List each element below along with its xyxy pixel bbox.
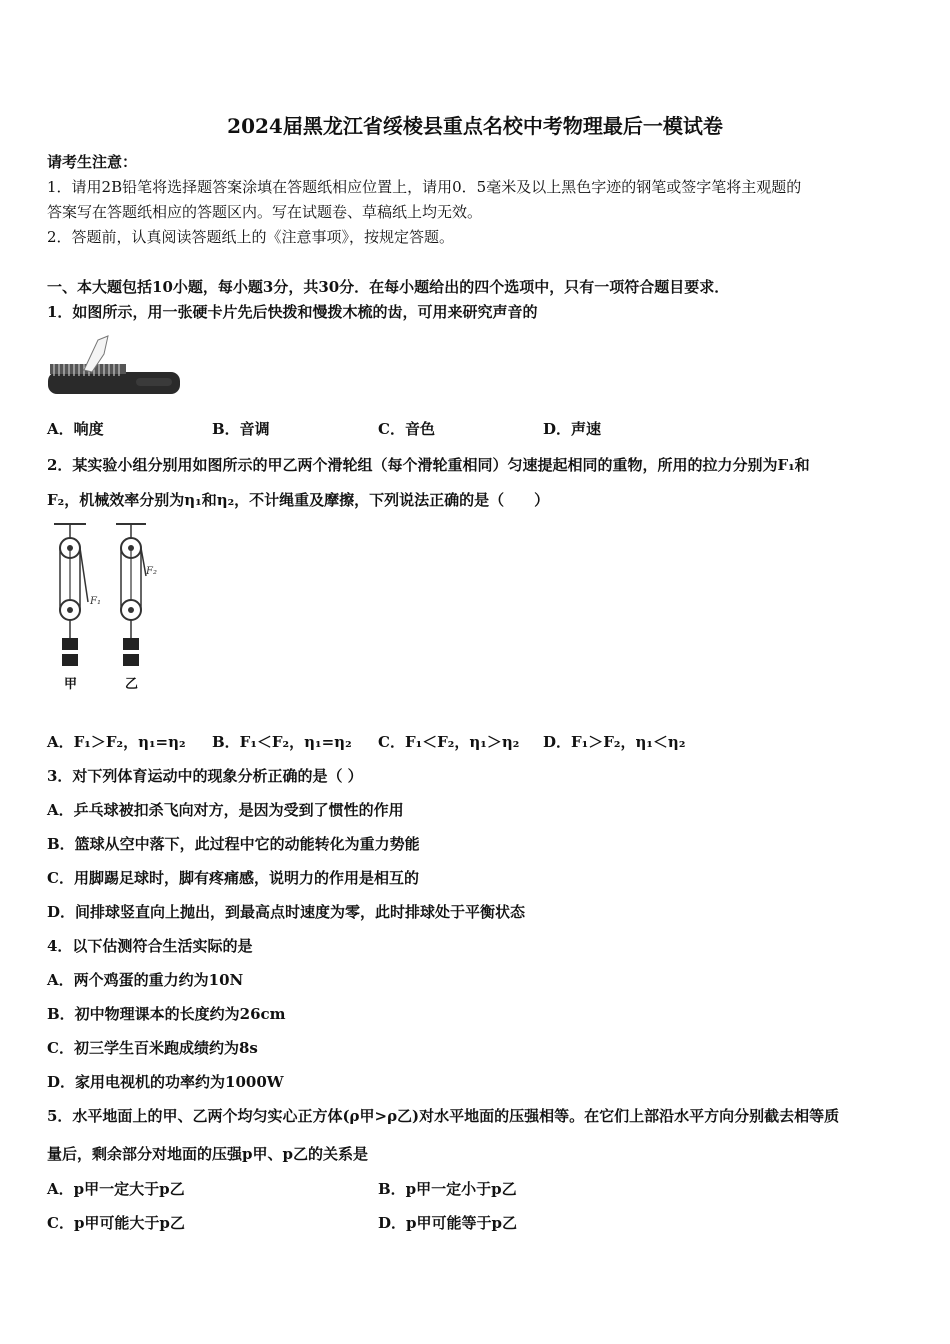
notice-line-1b: 答案写在答题纸相应的答题区内。写在试题卷、草稿纸上均无效。	[47, 203, 483, 221]
comb-figure	[46, 334, 182, 398]
q3-option-d[interactable]: D．间排球竖直向上抛出，到最高点时速度为零，此时排球处于平衡状态	[47, 903, 526, 921]
q2-option-a[interactable]: A．F₁＞F₂，η₁=η₂	[47, 733, 186, 751]
q5-option-b[interactable]: B．p甲一定小于p乙	[378, 1180, 517, 1198]
comb-handle	[136, 378, 172, 386]
q4-option-d[interactable]: D．家用电视机的功率约为1000W	[47, 1073, 284, 1091]
q4-option-b[interactable]: B．初中物理课本的长度约为26cm	[47, 1005, 286, 1023]
q1-stem: 1．如图所示，用一张硬卡片先后快拨和慢拨木梳的齿，可用来研究声音的	[47, 303, 538, 321]
q1-option-c[interactable]: C．音色	[378, 420, 435, 438]
weight-jia-2	[62, 654, 78, 666]
q4-stem: 4．以下估测符合生活实际的是	[47, 937, 253, 955]
q5-stem-line-2: 量后，剩余部分对地面的压强p甲、p乙的关系是	[47, 1145, 368, 1163]
q1-option-b[interactable]: B．音调	[212, 420, 270, 438]
weight-jia-1	[62, 638, 78, 650]
q1-option-a[interactable]: A．响度	[47, 420, 104, 438]
q3-option-c[interactable]: C．用脚踢足球时，脚有疼痛感，说明力的作用是相互的	[47, 869, 419, 887]
q3-stem: 3．对下列体育运动中的现象分析正确的是（ ）	[47, 767, 363, 785]
weight-yi-2	[123, 654, 139, 666]
q2-option-d[interactable]: D．F₁＞F₂，η₁＜η₂	[543, 733, 686, 751]
q3-option-b[interactable]: B．篮球从空中落下，此过程中它的动能转化为重力势能	[47, 835, 420, 853]
label-f2: F₂	[146, 566, 157, 577]
notice-line-1a: 1．请用2B铅笔将选择题答案涂填在答题纸相应位置上，请用0．5毫米及以上黑色字迹的钢笔或签字笔将主观题的	[47, 178, 802, 196]
q3-option-a[interactable]: A．乒乓球被扣杀飞向对方，是因为受到了惯性的作用	[47, 801, 404, 819]
q4-option-c[interactable]: C．初三学生百米跑成绩约为8s	[47, 1039, 258, 1057]
label-f1: F₁	[90, 596, 101, 607]
q4-option-a[interactable]: A．两个鸡蛋的重力约为10N	[47, 971, 244, 989]
section-1-heading: 一、本大题包括10小题，每小题3分，共30分．在每小题给出的四个选项中，只有一项符合题目要求．	[47, 278, 730, 296]
weight-yi-1	[123, 638, 139, 650]
q2-stem-line-1: 2．某实验小组分别用如图所示的甲乙两个滑轮组（每个滑轮重相同）匀速提起相同的重物，所用的拉力分别为F₁和	[47, 456, 810, 474]
q2-stem-line-2: F₂，机械效率分别为η₁和η₂，不计绳重及摩擦，下列说法正确的是（ ）	[47, 491, 550, 509]
q5-option-c[interactable]: C．p甲可能大于p乙	[47, 1214, 185, 1232]
pulley-figure	[46, 518, 174, 696]
q5-stem-line-1: 5．水平地面上的甲、乙两个均匀实心正方体(ρ甲>ρ乙)对水平地面的压强相等。在它们上部沿水平方向分别截去相等质	[47, 1107, 840, 1125]
notice-heading: 请考生注意：	[47, 153, 138, 171]
page-title: 2024届黑龙江省绥棱县重点名校中考物理最后一模试卷	[227, 114, 723, 138]
q1-option-d[interactable]: D．声速	[543, 420, 602, 438]
q5-option-d[interactable]: D．p甲可能等于p乙	[378, 1214, 517, 1232]
label-jia: 甲	[64, 677, 78, 692]
q5-option-a[interactable]: A．p甲一定大于p乙	[47, 1180, 185, 1198]
notice-line-2: 2．答题前，认真阅读答题纸上的《注意事项》，按规定答题。	[47, 228, 455, 246]
label-yi: 乙	[125, 677, 139, 692]
q2-option-c[interactable]: C．F₁＜F₂，η₁＞η₂	[378, 733, 520, 751]
q2-option-b[interactable]: B．F₁＜F₂，η₁=η₂	[212, 733, 352, 751]
